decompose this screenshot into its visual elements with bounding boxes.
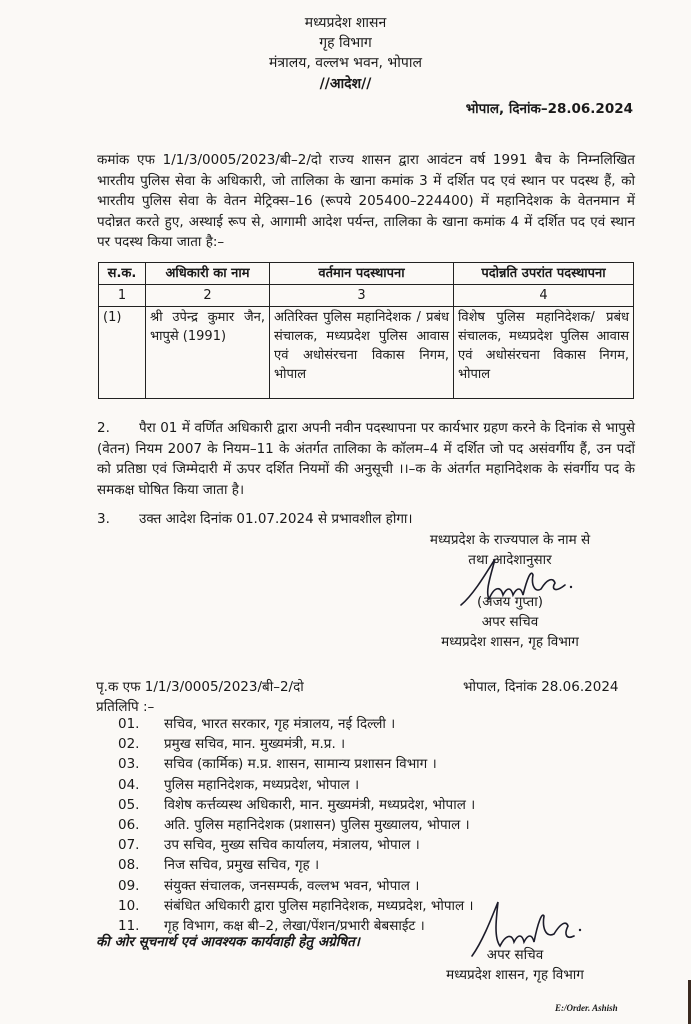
item-number: 02. <box>118 736 140 753</box>
endorsement-signature-block <box>400 945 630 985</box>
list-item <box>118 754 475 774</box>
endorsement-reference: पृ.क एफ 1/1/3/0005/2023/बी–2/दो <box>96 679 304 695</box>
copy-to-label: प्रतिलिपि :– <box>96 699 155 715</box>
item-text: सचिव, भारत सरकार, गृह मंत्रालय, नई दिल्ली । <box>164 716 396 732</box>
list-item <box>118 734 475 754</box>
item-text: पुलिस महानिदेशक, मध्यप्रदेश, भोपाल । <box>164 776 360 793</box>
table-header-cell: पदोन्नति उपरांत पदस्थापना <box>454 263 634 285</box>
item-text: संयुक्त संचालक, जनसम्पर्क, वल्लभ भवन, भोपाल । <box>164 877 420 894</box>
authority-line: मध्यप्रदेश के राज्यपाल के नाम से <box>429 532 591 548</box>
department-name: गृह विभाग <box>319 35 372 51</box>
table-header-row <box>99 263 634 285</box>
table-column-number-row <box>99 285 634 307</box>
signatory-office: मध्यप्रदेश शासन, गृह विभाग <box>446 967 584 983</box>
table-row <box>99 307 634 399</box>
list-item <box>118 835 475 855</box>
authority-line: तथा आदेशानुसार <box>468 552 552 568</box>
item-number: 04. <box>118 776 140 793</box>
item-number: 08. <box>118 857 140 874</box>
signatory-designation: अपर सचिव <box>481 614 539 630</box>
list-item <box>118 855 475 875</box>
column-number: 3 <box>270 285 454 307</box>
item-text: गृह विभाग, कक्ष बी–2, लेखा/पेंशन/प्रभारी बेबसाईट । <box>164 918 425 935</box>
new-posting-cell: विशेष पुलिस महानिदेशक/ प्रबंध संचालक, मध्यप्रदेश पुलिस आवास एवं अधोसंरचना विकास निगम, भोपाल <box>454 307 634 399</box>
table-header-cell: अधिकारी का नाम <box>146 263 270 285</box>
handwritten-signature-icon <box>455 555 585 610</box>
item-text: विशेष कर्त्तव्यस्थ अधिकारी, मान. मुख्यमंत्री, मध्यप्रदेश, भोपाल । <box>164 796 476 813</box>
column-number: 1 <box>99 285 146 307</box>
item-text: उप सचिव, मुख्य सचिव कार्यालय, मंत्रालय, भोपाल । <box>164 837 420 854</box>
list-item <box>118 775 475 795</box>
item-number: 09. <box>118 877 140 894</box>
table-header-cell: स.क. <box>99 263 146 285</box>
paragraph-number: 3. <box>97 511 110 527</box>
officer-name-cell: श्री उपेन्द्र कुमार जैन, भापुसे (1991) <box>146 307 270 399</box>
paragraph-1: कमांक एफ 1/1/3/0005/2023/बी–2/दो राज्य शासन द्वारा आवंटन वर्ष 1991 बैच के निम्नलिखित भारतीय पुलिस सेवा के अधिकारी, जो तालिका के खाना कमांक 3 में दर्शित पद एवं स्थान पर पदस्थ हैं, को भारतीय पुलिस सेवा के वेतन मेट्रिक्स–16 (रूपये 205400–224400) में महानिदेशक के वेतनमान में पदोन्नत करते हुए, अस्थाई रूप से, आगामी आदेश पर्यन्त, तालिका के खाना कमांक 4 में दर्शित पद एवं स्थान पर पदस्थ किया जाता है:– <box>97 152 635 250</box>
item-number: 01. <box>118 716 140 732</box>
paragraph-number: 2. <box>97 420 110 436</box>
file-path-note: E:/Order. Ashish <box>555 1003 618 1013</box>
item-text: प्रमुख सचिव, मान. मुख्यमंत्री, म.प्र. । <box>164 736 346 753</box>
table-header-cell: वर्तमान पदस्थापना <box>270 263 454 285</box>
list-item <box>118 876 475 896</box>
govt-name: मध्यप्रदेश शासन <box>304 15 387 31</box>
endorsement-date: भोपाल, दिनांक 28.06.2024 <box>463 679 619 695</box>
office-address: मंत्रालय, वल्लभ भवन, भोपाल <box>269 55 422 71</box>
serial-cell: (1) <box>99 307 146 399</box>
signatory-name: (अजय गुप्ता) <box>477 594 543 610</box>
forward-note: की ओर सूचनार्थ एवं आवश्यक कार्यवाही हेतु अग्रेषित। <box>96 934 360 950</box>
signatory-designation: अपर सचिव <box>486 947 544 963</box>
list-item <box>118 795 475 815</box>
paragraph-text: पैरा 01 में वर्णित अधिकारी द्वारा अपनी नवीन पदस्थापना पर कार्यभार ग्रहण करने के दिनांक से भापुसे (वेतन) नियम 2007 के नियम–11 के अंतर्गत तालिका के कॉलम–4 में दर्शित जो पद असंवर्गीय हैं, उन पदों को प्रतिष्ठा एवं जिम्मेदारी में ऊपर दर्शित नियमों की अनुसूची ।।–क के अंतर्गत महानिदेशक के संवर्गीय पद के समकक्ष घोषित किया जाता है। <box>97 420 635 498</box>
column-number: 2 <box>146 285 270 307</box>
item-number: 06. <box>118 817 140 834</box>
order-date: भोपाल, दिनांक–28.06.2024 <box>465 101 633 117</box>
item-number: 11. <box>118 918 140 935</box>
paragraph-3 <box>97 509 413 527</box>
item-text: अति. पुलिस महानिदेशक (प्रशासन) पुलिस मुख्यालय, भोपाल । <box>164 817 470 834</box>
item-text: निज सचिव, प्रमुख सचिव, गृह । <box>164 857 320 874</box>
posting-table <box>98 262 634 399</box>
item-number: 10. <box>118 897 140 914</box>
list-item <box>118 896 475 916</box>
item-number: 03. <box>118 756 140 773</box>
list-item <box>118 815 475 835</box>
paragraph-2 <box>97 418 635 500</box>
item-text: सचिव (कार्मिक) म.प्र. शासन, सामान्य प्रशासन विभाग । <box>164 756 437 773</box>
signatory-office: मध्यप्रदेश शासन, गृह विभाग <box>441 634 579 650</box>
paragraph-text: उक्त आदेश दिनांक 01.07.2024 से प्रभावशील होगा। <box>139 511 413 527</box>
item-number: 07. <box>118 837 140 854</box>
current-posting-cell: अतिरिक्त पुलिस महानिदेशक / प्रबंध संचालक, मध्यप्रदेश पुलिस आवास एवं अधोसंरचना विकास निगम, भोपाल <box>270 307 454 399</box>
column-number: 4 <box>454 285 634 307</box>
document-type-title: //आदेश// <box>319 76 372 92</box>
item-number: 05. <box>118 796 140 813</box>
copy-to-list <box>118 714 475 936</box>
list-item <box>118 714 475 734</box>
item-text: संबंधित अधिकारी द्वारा पुलिस महानिदेशक, मध्यप्रदेश, भोपाल । <box>164 897 474 914</box>
